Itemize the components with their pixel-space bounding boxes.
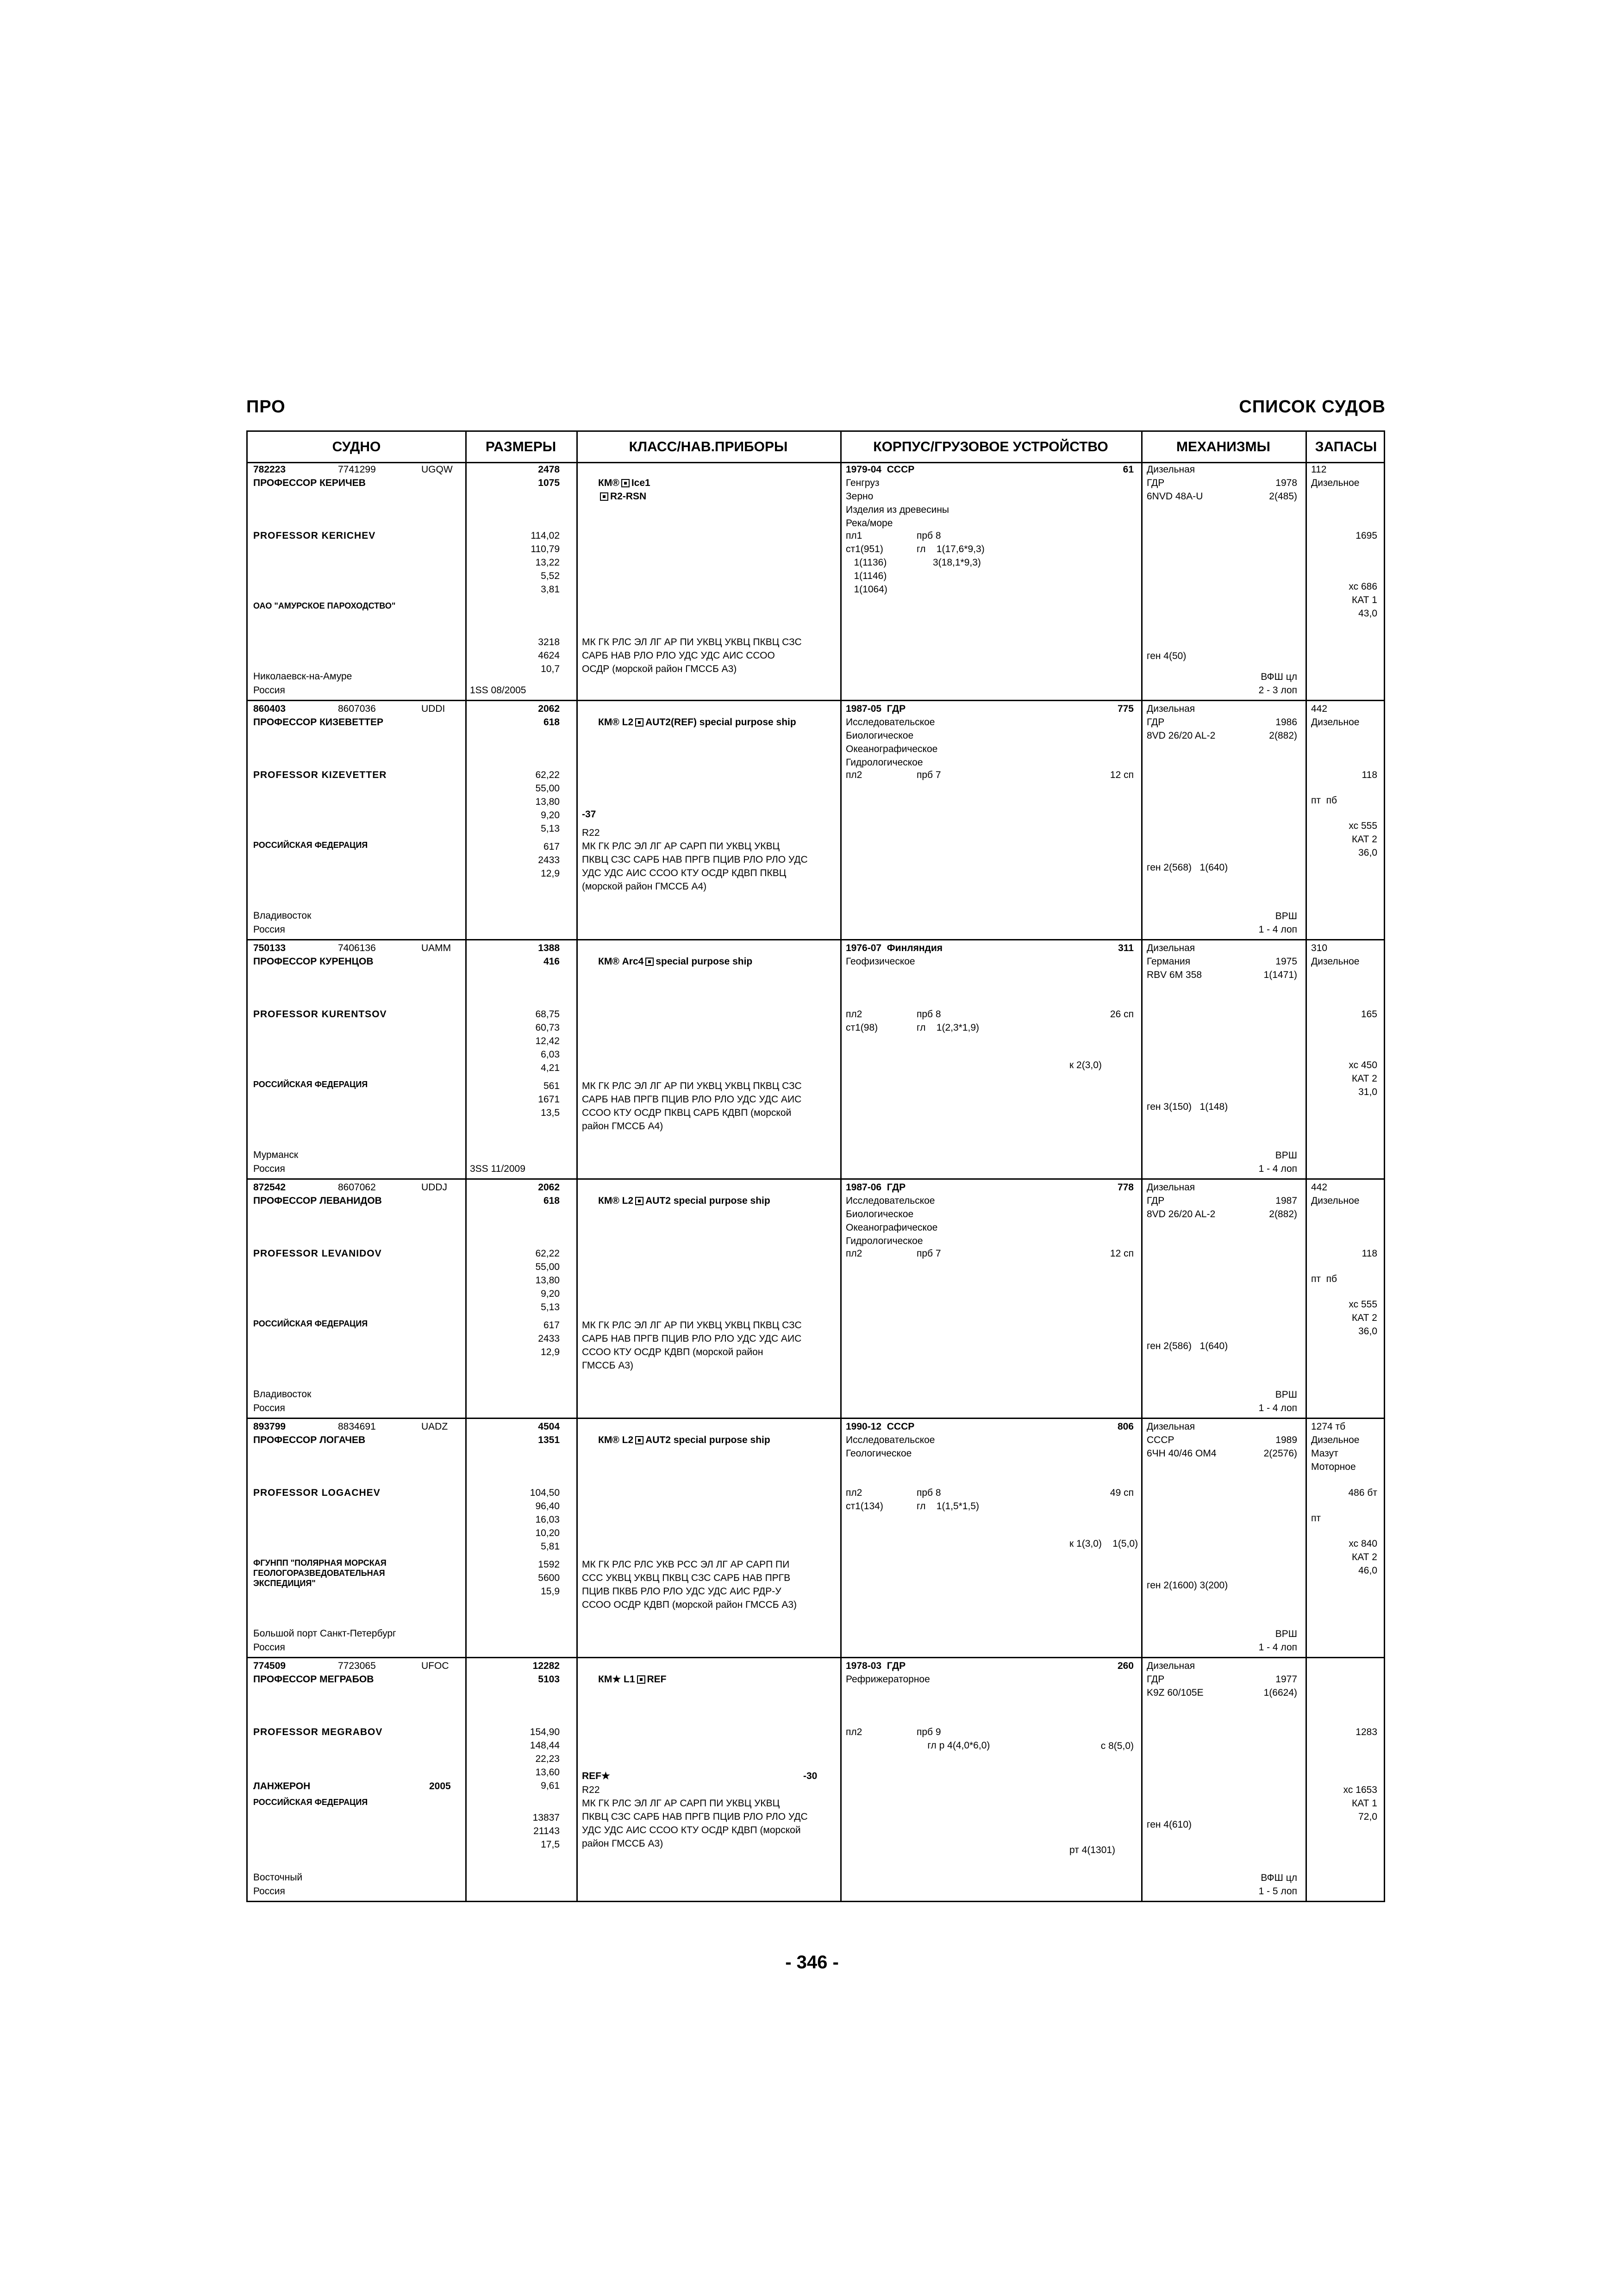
dimensions: 68,75 60,73 12,42 6,03 4,21 <box>535 1009 560 1073</box>
column-header-class: КЛАСС/НАВ.ПРИБОРЫ <box>629 439 788 454</box>
hull-detail: пл1 ст1(951) 1(1136) 1(1146) 1(1064) <box>846 530 887 595</box>
class-notation-detail: AUT2 special purpose ship <box>645 1195 770 1206</box>
ship-name-en: PROFESSOR LEVANIDOV <box>253 1248 382 1259</box>
class-box-icon <box>635 1436 643 1444</box>
column-header-hull: КОРПУС/ГРУЗОВОЕ УСТРОЙСТВО <box>873 439 1108 454</box>
vessel-type: Исследовательское Биологическое Океанографическое Гидрологическое <box>846 1195 938 1246</box>
nav-equipment: МК ГК РЛС РЛС УКВ РСС ЭЛ ЛГ АР САРП ПИ ССС УКВЦ УКВЦ ПКВЦ СЗС САРБ НАВ ПРГВ ПЦИВ ПКВБ РЛО РЛО УДС УДС АИС РДР-У ССОО ОСДР КДВП (морской район ГМССБ А3) <box>582 1559 797 1610</box>
ship-name-en: PROFESSOR KERICHEV <box>253 530 376 541</box>
ship-table <box>246 430 1385 1902</box>
hatch-detail: прб 8 гл 1(2,3*1,9) <box>917 1009 980 1033</box>
class-box-icon <box>637 1675 645 1684</box>
machinery-year-power: 1986 2(882) <box>1269 717 1297 741</box>
hull-detail: пл2 ст1(134) <box>846 1487 883 1512</box>
reg-number: 872542 <box>253 1182 286 1193</box>
hull-detail: пл2 <box>846 770 862 780</box>
owner: РОССИЙСКАЯ ФЕДЕРАЦИЯ <box>253 1080 368 1089</box>
survey-date: 3SS 11/2009 <box>470 1164 525 1174</box>
callsign: UDDJ <box>421 1182 447 1193</box>
class-symbol: КМ® L2 <box>598 717 634 728</box>
vessel-type: Исследовательское Геологическое <box>846 1435 935 1459</box>
hull-number: 61 <box>1123 464 1134 475</box>
build-date-country: 1987-05 ГДР <box>846 703 906 714</box>
callsign: UDDI <box>421 703 445 714</box>
column-header-machinery: МЕХАНИЗМЫ <box>1176 439 1271 454</box>
ship-name-en: PROFESSOR KURENTSOV <box>253 1009 387 1020</box>
build-date-country: 1990-12 СССР <box>846 1421 915 1432</box>
propeller: ВРШ 1 - 4 лоп <box>1258 911 1297 935</box>
capacity: 561 1671 13,5 <box>538 1081 560 1118</box>
capacity: 617 2433 12,9 <box>538 1320 560 1357</box>
imo-number: 7406136 <box>338 943 376 953</box>
cargo-gear: к 2(3,0) <box>1069 1060 1102 1070</box>
dimensions: 62,22 55,00 13,80 9,20 5,13 <box>535 1248 560 1313</box>
refrigeration: хс 686 КАТ 1 43,0 <box>1349 581 1377 619</box>
tonnage: 2062 618 <box>538 1182 560 1206</box>
class-notation <box>582 1420 770 1474</box>
vessel-type: Исследовательское Биологическое Океанографическое Гидрологическое <box>846 717 938 768</box>
store-extra: пт пб <box>1311 1274 1337 1284</box>
machinery-year-power: 1978 2(485) <box>1269 478 1297 502</box>
home-port: Восточный <box>253 1872 303 1883</box>
imo-number: 7723065 <box>338 1661 376 1671</box>
refrigeration: хс 840 КАТ 2 46,0 <box>1349 1538 1377 1576</box>
class-notation <box>582 463 650 516</box>
callsign: UFOC <box>421 1661 449 1671</box>
ship-entry <box>248 1180 1384 1419</box>
hull-frames: 49 сп <box>1110 1487 1134 1498</box>
hull-detail: пл2 <box>846 1248 862 1259</box>
class-notation-detail-2: R2-RSN <box>610 491 647 502</box>
survey-date: 1SS 08/2005 <box>470 685 526 696</box>
hull-frames: с 8(5,0) <box>1100 1741 1134 1751</box>
vessel-type: Геофизическое <box>846 956 915 967</box>
propeller: ВРШ 1 - 4 лоп <box>1258 1629 1297 1653</box>
home-port: Мурманск <box>253 1150 299 1160</box>
reg-number: 893799 <box>253 1421 286 1432</box>
ship-entry <box>248 701 1384 940</box>
owner: РОССИЙСКАЯ ФЕДЕРАЦИЯ <box>253 840 368 850</box>
class-symbol: КМ® L2 <box>598 1195 634 1206</box>
fuel-stores: 310 Дизельное <box>1311 943 1360 967</box>
capacity: 1592 5600 15,9 <box>538 1559 560 1597</box>
fuel-stores: 442 Дизельное <box>1311 703 1360 728</box>
class-extra: REF★ <box>582 1771 610 1781</box>
hull-frames: 12 сп <box>1110 1248 1134 1259</box>
tonnage: 12282 5103 <box>532 1661 560 1685</box>
page-header-left: ПРО <box>246 397 286 417</box>
machinery-type: Дизельная ГДР 6NVD 48A-U <box>1147 464 1203 502</box>
class-notation-detail: Ice1 <box>631 478 650 488</box>
propeller: ВРШ 1 - 4 лоп <box>1258 1389 1297 1413</box>
generators: ген 2(1600) 3(200) <box>1147 1580 1228 1591</box>
class-symbol: КМ® <box>598 478 619 488</box>
class-box-icon <box>635 718 643 727</box>
reg-number: 750133 <box>253 943 286 953</box>
imo-number: 8607036 <box>338 703 376 714</box>
tonnage: 2478 1075 <box>538 464 560 488</box>
class-extra: -37 <box>582 809 596 820</box>
propeller: ВФШ цл 1 - 5 лоп <box>1258 1873 1297 1897</box>
ship-name-en: PROFESSOR MEGRABOV <box>253 1727 383 1737</box>
fuel-stores: 1274 тб Дизельное Мазут Моторное <box>1311 1421 1360 1472</box>
tonnage: 1388 416 <box>538 943 560 967</box>
class-notation <box>582 1181 770 1234</box>
refrigeration: хс 555 КАТ 2 36,0 <box>1349 1299 1377 1337</box>
build-date-country: 1976-07 Финляндия <box>846 943 943 953</box>
class-notation-detail: REF <box>647 1674 667 1685</box>
column-header-dimensions: РАЗМЕРЫ <box>485 439 556 454</box>
hull-number: 260 <box>1117 1661 1134 1671</box>
imo-number: 8607062 <box>338 1182 376 1193</box>
class-symbol: КМ® L2 <box>598 1435 634 1445</box>
store-extra: пт <box>1311 1513 1321 1524</box>
hull-number: 775 <box>1117 703 1134 714</box>
hull-number: 778 <box>1117 1182 1134 1193</box>
machinery-year-power: 1975 1(1471) <box>1263 956 1297 980</box>
capacity: 3218 4624 10,7 <box>538 637 560 674</box>
vessel-type: Генгруз Зерно Изделия из древесины Река/море <box>846 478 949 529</box>
flag-country: Россия <box>253 1164 285 1174</box>
owner: РОССИЙСКАЯ ФЕДЕРАЦИЯ <box>253 1319 368 1328</box>
home-port: Николаевск-на-Амуре <box>253 671 352 682</box>
dimensions: 154,90 148,44 22,23 13,60 9,61 <box>530 1727 560 1791</box>
flag-country: Россия <box>253 685 285 696</box>
hatch-detail: прб 7 <box>917 1248 941 1259</box>
class-box-icon <box>621 479 630 487</box>
capacity: 13837 21143 17,5 <box>532 1812 560 1850</box>
flag-country: Россия <box>253 924 285 935</box>
class-box-icon <box>645 958 654 966</box>
generators: ген 4(610) <box>1147 1819 1192 1830</box>
callsign: UADZ <box>421 1421 448 1432</box>
machinery-type: Дизельная ГДР 8VD 26/20 AL-2 <box>1147 703 1216 741</box>
class-temperature: -30 <box>803 1771 818 1781</box>
class-box-icon <box>600 492 608 501</box>
machinery-year-power: 1977 1(6624) <box>1263 1674 1297 1698</box>
hatch-detail: прб 7 <box>917 770 941 780</box>
nav-equipment: МК ГК РЛС ЭЛ ЛГ АР ПИ УКВЦ УКВЦ ПКВЦ СЗС САРБ НАВ ПРГВ ПЦИВ РЛО РЛО УДС УДС АИС ССОО КТУ ОСДР КДВП (морской район ГМССБ А3) <box>582 1320 802 1371</box>
hull-number: 806 <box>1117 1421 1134 1432</box>
reg-number: 860403 <box>253 703 286 714</box>
build-date-country: 1978-03 ГДР <box>846 1661 906 1671</box>
dimensions: 114,02 110,79 13,22 5,52 3,81 <box>531 530 560 595</box>
ship-entry <box>248 1658 1384 1901</box>
machinery-year-power: 1987 2(882) <box>1269 1195 1297 1220</box>
machinery-type: Дизельная Германия RBV 6M 358 <box>1147 943 1202 980</box>
page-header-right: СПИСОК СУДОВ <box>1239 397 1386 417</box>
fuel-amount: 1283 <box>1355 1727 1377 1737</box>
fuel-amount: 118 <box>1362 1248 1377 1259</box>
capacity: 617 2433 12,9 <box>538 841 560 879</box>
ship-name-ru: ПРОФЕССОР МЕГРАБОВ <box>253 1674 374 1685</box>
refrigeration: хс 555 КАТ 2 36,0 <box>1349 821 1377 858</box>
fuel-amount: 118 <box>1362 770 1377 780</box>
generators: ген 2(586) 1(640) <box>1147 1341 1228 1351</box>
ship-name-en: PROFESSOR KIZEVETTER <box>253 770 387 780</box>
reg-number: 782223 <box>253 464 286 475</box>
hull-detail: пл2 <box>846 1727 862 1737</box>
home-port: Владивосток <box>253 1389 312 1400</box>
ship-name-ru: ПРОФЕССОР ЛЕВАНИДОВ <box>253 1195 382 1206</box>
owner: РОССИЙСКАЯ ФЕДЕРАЦИЯ <box>253 1798 368 1807</box>
hull-detail: пл2 ст1(98) <box>846 1009 878 1033</box>
machinery-type: Дизельная ГДР K9Z 60/105E <box>1147 1661 1204 1698</box>
ship-name-ru: ПРОФЕССОР КИЗЕВЕТТЕР <box>253 717 383 728</box>
home-port: Большой порт Санкт-Петербург <box>253 1628 396 1639</box>
imo-number: 7741299 <box>338 464 376 475</box>
class-symbol: КМ★ L1 <box>598 1674 635 1685</box>
imo-number: 8834691 <box>338 1421 376 1432</box>
class-symbol: КМ® Arc4 <box>598 956 644 967</box>
cargo-gear: рт 4(1301) <box>1069 1845 1116 1855</box>
build-date-country: 1979-04 СССР <box>846 464 915 475</box>
machinery-type: Дизельная СССР 6ЧН 40/46 ОМ4 <box>1147 1421 1217 1459</box>
fuel-amount: 165 <box>1361 1009 1377 1020</box>
tonnage: 4504 1351 <box>538 1421 560 1445</box>
former-name-year: 2005 <box>429 1781 451 1792</box>
class-notation-detail: AUT2(REF) special purpose ship <box>645 717 796 728</box>
flag-country: Россия <box>253 1642 285 1653</box>
reg-number: 774509 <box>253 1661 286 1671</box>
hatch-detail: прб 8 гл 1(17,6*9,3) 3(18,1*9,3) <box>917 530 985 568</box>
ship-name-ru: ПРОФЕССОР КЕРИЧЕВ <box>253 478 366 488</box>
store-extra: пт пб <box>1311 795 1337 806</box>
callsign: UGQW <box>421 464 453 475</box>
nav-equipment: МК ГК РЛС ЭЛ ЛГ АР ПИ УКВЦ УКВЦ ПКВЦ СЗС САРБ НАВ РЛО РЛО УДС УДС АИС ССОО ОСДР (морской район ГМССБ А3) <box>582 637 802 674</box>
ship-name-ru: ПРОФЕССОР КУРЕНЦОВ <box>253 956 374 967</box>
refrigeration: хс 450 КАТ 2 31,0 <box>1349 1060 1377 1097</box>
vessel-type: Рефрижераторное <box>846 1674 930 1685</box>
hatch-detail: прб 9 гл р 4(4,0*6,0) <box>917 1727 990 1751</box>
hull-frames: 26 сп <box>1110 1009 1134 1020</box>
class-notation-detail: special purpose ship <box>656 956 753 967</box>
nav-equipment: R22 МК ГК РЛС ЭЛ ЛГ АР САРП ПИ УКВЦ УКВЦ ПКВЦ СЗС САРБ НАВ ПРГВ ПЦИВ РЛО РЛО УДС УДС УДС АИС ССОО КТУ ОСДР КДВП (морской район ГМССБ А3) <box>582 1785 808 1849</box>
dimensions: 62,22 55,00 13,80 9,20 5,13 <box>535 770 560 834</box>
generators: ген 2(568) 1(640) <box>1147 862 1228 873</box>
class-notation <box>582 941 752 995</box>
callsign: UAMM <box>421 943 451 953</box>
hull-frames: 12 сп <box>1110 770 1134 780</box>
hull-number: 311 <box>1118 943 1134 953</box>
hatch-detail: прб 8 гл 1(1,5*1,5) <box>917 1487 980 1512</box>
class-box-icon <box>635 1197 643 1205</box>
fuel-stores: 112 Дизельное <box>1311 464 1360 488</box>
nav-equipment: R22 МК ГК РЛС ЭЛ ЛГ АР САРП ПИ УКВЦ УКВЦ ПКВЦ СЗС САРБ НАВ ПРГВ ПЦИВ РЛО РЛО УДС УДС УДС АИС ССОО КТУ ОСДР КДВП ПКВЦ (морской район ГМССБ А4) <box>582 828 808 892</box>
refrigeration: хс 1653 КАТ 1 72,0 <box>1343 1785 1377 1822</box>
fuel-amount: 1695 <box>1355 530 1377 541</box>
fuel-amount: 486 бт <box>1348 1487 1377 1498</box>
nav-equipment: МК ГК РЛС ЭЛ ЛГ АР ПИ УКВЦ УКВЦ ПКВЦ СЗС САРБ НАВ ПРГВ ПЦИВ РЛО РЛО УДС УДС АИС ССОО КТУ ОСДР ПКВЦ САРБ КДВП (морской район ГМССБ А4) <box>582 1081 802 1132</box>
ship-entry <box>248 1419 1384 1658</box>
owner: ФГУНПП "ПОЛЯРНАЯ МОРСКАЯ ГЕОЛОГОРАЗВЕДОВАТЕЛЬНАЯ ЭКСПЕДИЦИЯ" <box>253 1558 387 1588</box>
home-port: Владивосток <box>253 910 312 921</box>
former-name: ЛАНЖЕРОН <box>253 1781 311 1792</box>
propeller: ВРШ 1 - 4 лоп <box>1258 1150 1297 1174</box>
cargo-gear: к 1(3,0) 1(5,0) <box>1069 1538 1138 1549</box>
owner: ОАО "АМУРСКОЕ ПАРОХОДСТВО" <box>253 601 396 610</box>
ship-entry <box>248 940 1384 1180</box>
tonnage: 2062 618 <box>538 703 560 728</box>
class-notation <box>582 1659 667 1713</box>
build-date-country: 1987-06 ГДР <box>846 1182 906 1193</box>
column-headers <box>248 432 1384 463</box>
ship-name-ru: ПРОФЕССОР ЛОГАЧЕВ <box>253 1435 366 1445</box>
machinery-type: Дизельная ГДР 8VD 26/20 AL-2 <box>1147 1182 1216 1220</box>
page-number: - 346 - <box>785 1952 839 1972</box>
ship-entry <box>248 462 1384 701</box>
generators: ген 3(150) 1(148) <box>1147 1101 1228 1112</box>
machinery-year-power: 1989 2(2576) <box>1263 1435 1297 1459</box>
dimensions: 104,50 96,40 16,03 10,20 5,81 <box>530 1487 560 1552</box>
class-notation-detail: AUT2 special purpose ship <box>645 1435 770 1445</box>
ship-name-en: PROFESSOR LOGACHEV <box>253 1487 381 1498</box>
column-header-stores: ЗАПАСЫ <box>1315 439 1377 454</box>
flag-country: Россия <box>253 1403 285 1413</box>
generators: ген 4(50) <box>1147 651 1187 661</box>
fuel-stores: 442 Дизельное <box>1311 1182 1360 1206</box>
propeller: ВФШ цл 2 - 3 лоп <box>1258 672 1297 696</box>
column-header-ship: СУДНО <box>332 439 381 454</box>
flag-country: Россия <box>253 1886 285 1897</box>
class-notation <box>582 702 796 756</box>
